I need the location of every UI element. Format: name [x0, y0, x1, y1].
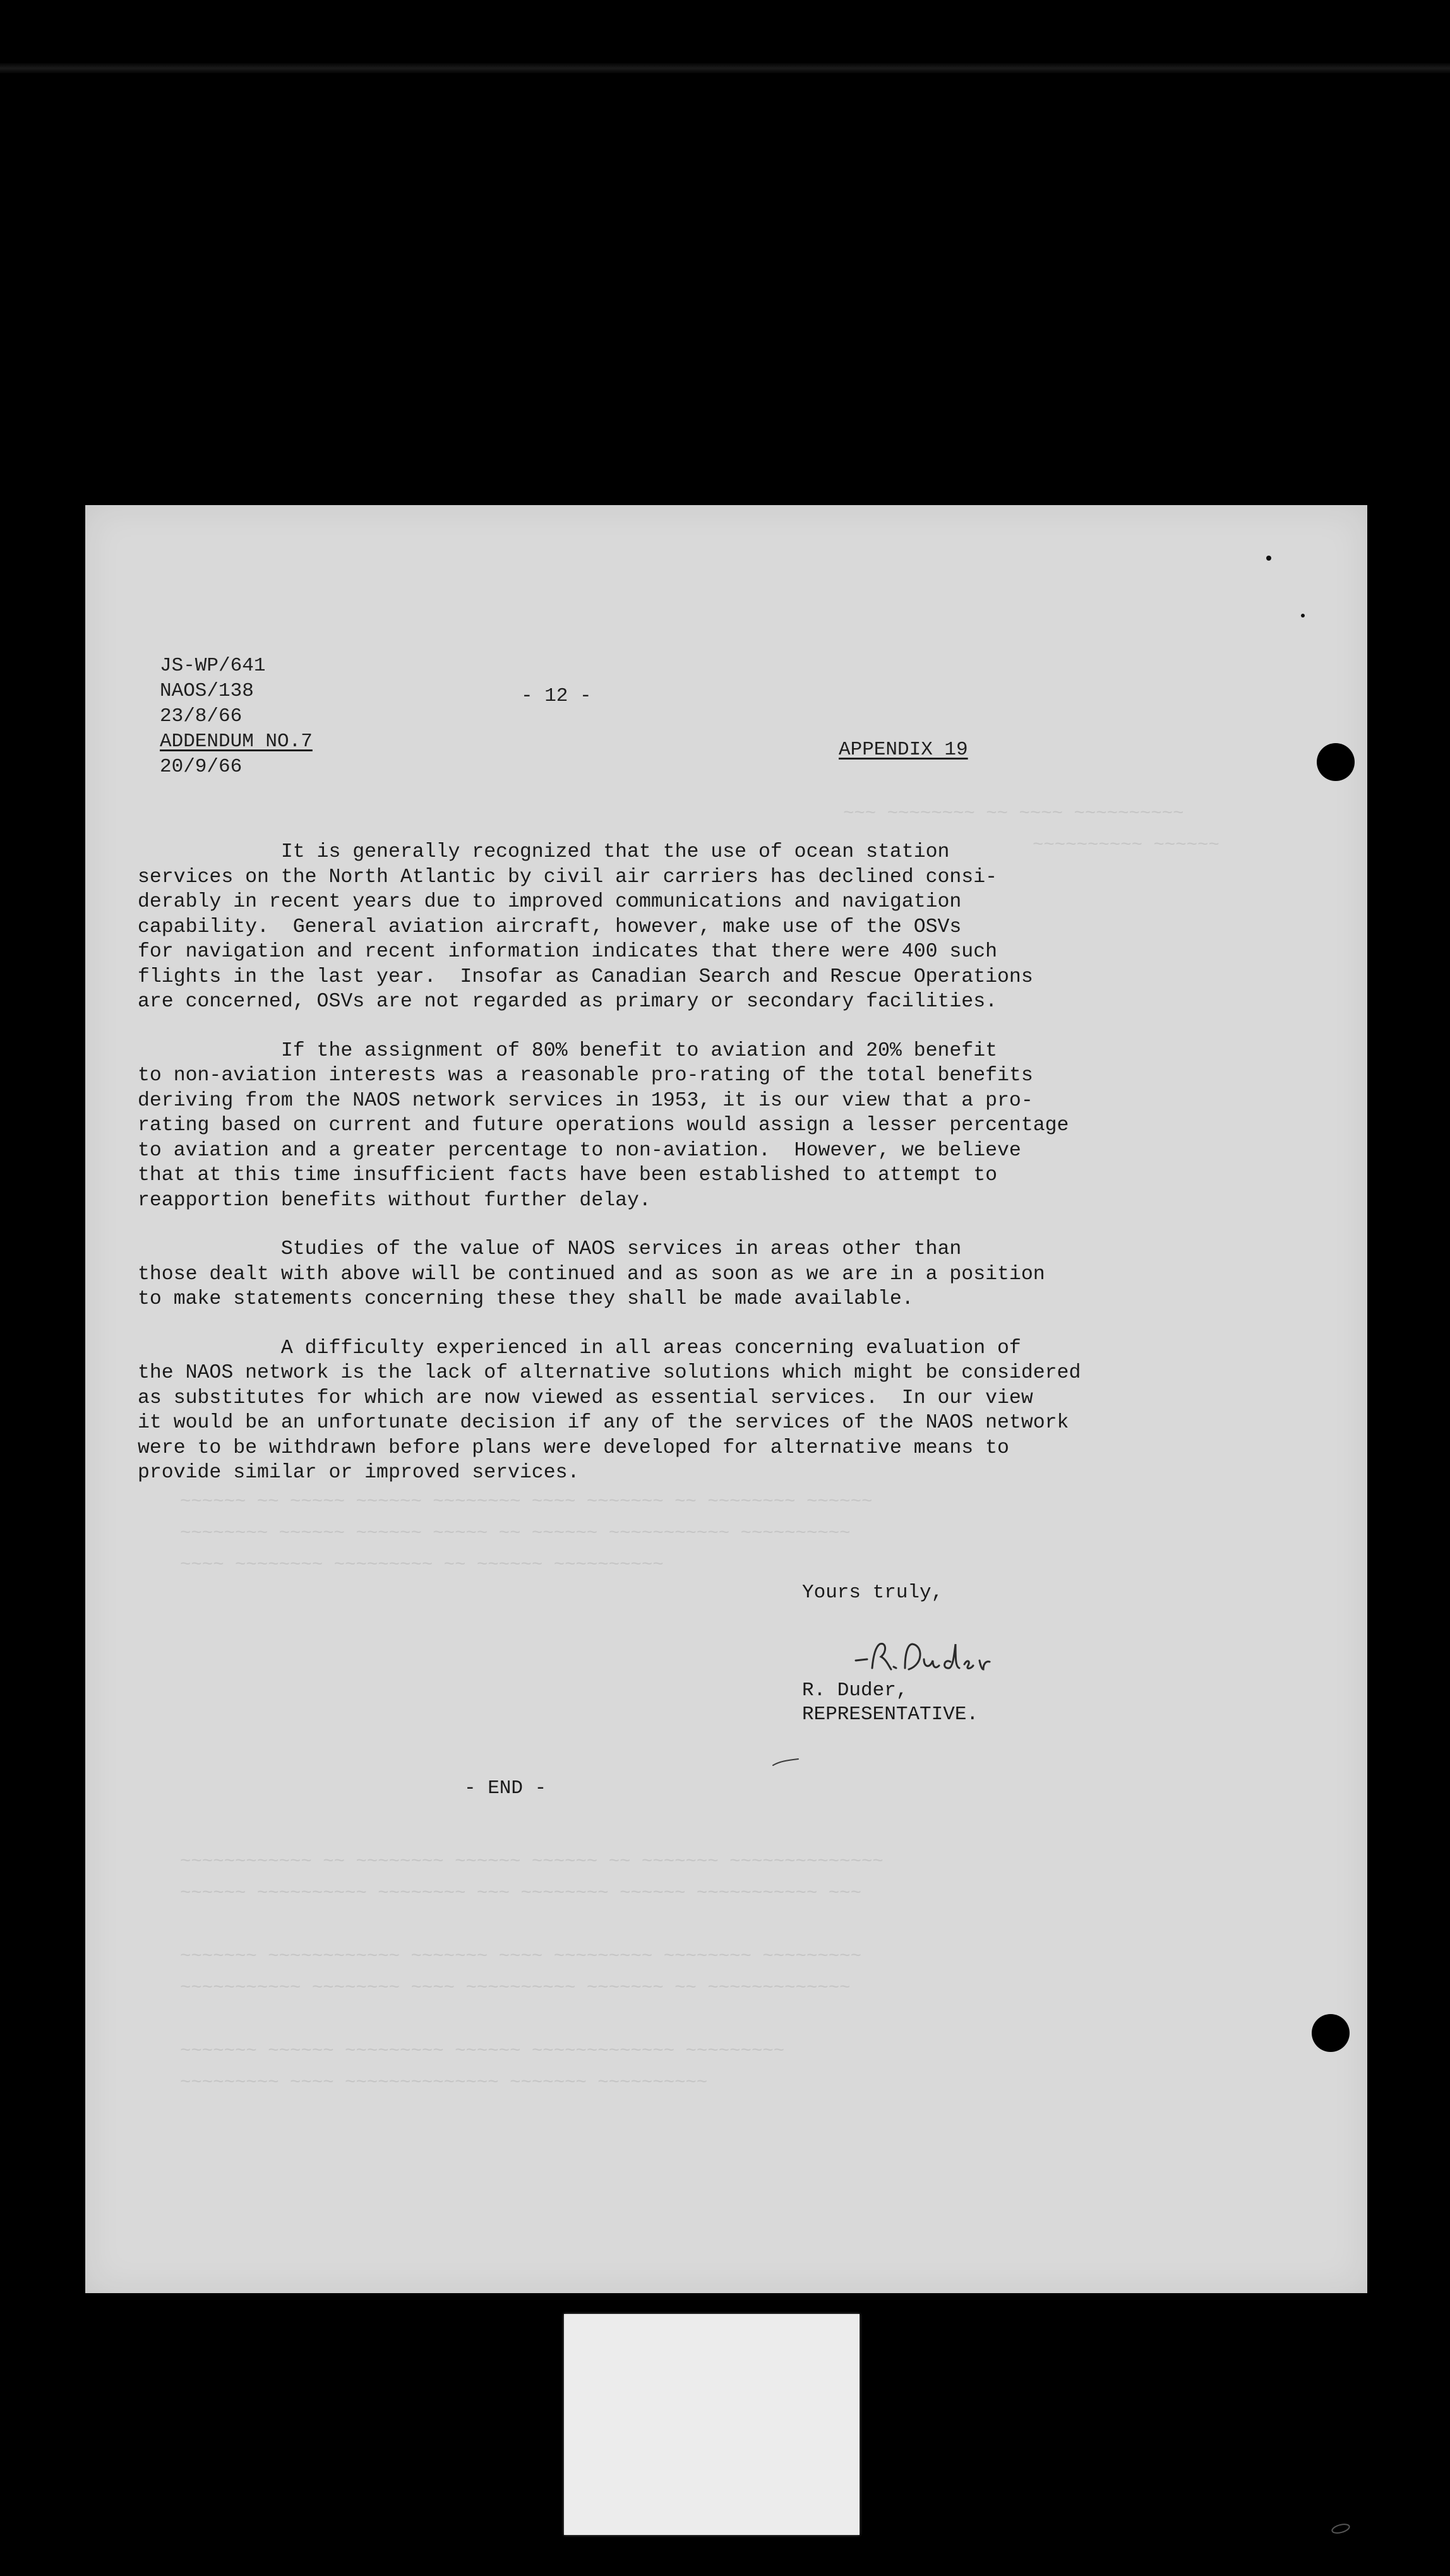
appendix-label: APPENDIX 19: [839, 739, 968, 761]
document-page: [85, 505, 1367, 2293]
text-line: Studies of the value of NAOS services in areas other than: [138, 1238, 962, 1260]
text-line: were to be withdrawn before plans were developed for alternative means to: [138, 1436, 1009, 1459]
film-scratch-mark: [1329, 2522, 1352, 2535]
text-line: If the assignment of 80% benefit to aviation and 20% benefit: [138, 1039, 998, 1062]
bleed-through-texture: ~~~~~~~~~~~ ~~~~~~~~ ~~~~ ~~~~~~~~~~ ~~~~~~~ ~~ ~~~~~~~~~~~~~: [180, 1977, 851, 1998]
text-line: those dealt with above will be continued and as soon as we are in a position: [138, 1263, 1045, 1285]
text-line: it would be an unfortunate decision if any of the services of the NAOS network: [138, 1412, 1069, 1434]
paper-speck: [1301, 614, 1305, 617]
bleed-through-texture: ~~~~~~~~~~ ~~~~~~: [1033, 835, 1219, 856]
text-line: as substitutes for which are now viewed as essential services. In our view: [138, 1386, 1033, 1409]
handwritten-signature: [849, 1635, 995, 1679]
text-line: are concerned, OSVs are not regarded as primary or secondary facilities.: [138, 991, 998, 1013]
bleed-through-texture: ~~~~~~~~~~~~ ~~ ~~~~~~~~ ~~~~~~ ~~~~~~ ~~ ~~~~~~~ ~~~~~~~~~~~~~~: [180, 1851, 884, 1872]
bleed-through-texture: ~~~~~~~ ~~~~~~~~~~~~ ~~~~~~~ ~~~~ ~~~~~~~~~ ~~~~~~~~ ~~~~~~~~~: [180, 1946, 861, 1967]
addendum-date: 20/9/66: [160, 756, 243, 778]
end-marker: - END -: [464, 1777, 547, 1799]
text-line: for navigation and recent information indicates that there were 400 such: [138, 941, 998, 963]
paragraph: [138, 1237, 1243, 1312]
text-line: to make statements concerning these they shall be made available.: [138, 1288, 914, 1310]
ink-mark: [770, 1755, 802, 1768]
text-line: reapportion benefits without further delay.: [138, 1189, 651, 1212]
bleed-through-texture: ~~~~~~ ~~~~~~~~~~ ~~~~~~~~ ~~~ ~~~~~~~~ ~~~~~~ ~~~~~~~~~~~ ~~~: [180, 1883, 861, 1904]
reference-code: JS-WP/641: [160, 655, 266, 677]
text-line: A difficulty experienced in all areas concerning evaluation of: [138, 1337, 1021, 1359]
reference-date: 23/8/66: [160, 705, 243, 727]
text-line: flights in the last year. Insofar as Canadian Search and Rescue Operations: [138, 965, 1033, 988]
text-line: to aviation and a greater percentage to non-aviation. However, we believe: [138, 1139, 1021, 1162]
paragraph: [138, 1336, 1243, 1486]
bleed-through-texture: ~~~~ ~~~~~~~~ ~~~~~~~~~ ~~ ~~~~~~ ~~~~~~~~~~: [180, 1554, 664, 1575]
text-line: the NAOS network is the lack of alternative solutions which might be considered: [138, 1362, 1081, 1384]
bleed-through-texture: ~~~~~~ ~~ ~~~~~ ~~~~~~ ~~~~~~~~ ~~~~ ~~~~~~~ ~~ ~~~~~~~~ ~~~~~~: [180, 1491, 873, 1512]
bleed-through-texture: ~~~ ~~~~~~~~ ~~ ~~~~ ~~~~~~~~~~: [843, 803, 1184, 824]
text-line: provide similar or improved services.: [138, 1462, 580, 1484]
text-line: rating based on current and future operations would assign a lesser percentage: [138, 1114, 1069, 1136]
punch-hole-bottom: [1312, 2014, 1350, 2052]
signer-title: REPRESENTATIVE.: [802, 1703, 979, 1726]
film-target-card: [564, 2314, 860, 2535]
paragraph: [138, 1039, 1243, 1213]
paper-speck: [1266, 556, 1271, 561]
addendum-label: ADDENDUM NO.7: [160, 730, 313, 753]
document-reference-block: [160, 653, 313, 780]
text-line: deriving from the NAOS network services in 1953, it is our view that a pro-: [138, 1089, 1033, 1112]
text-line: services on the North Atlantic by civil air carriers has declined consi-: [138, 866, 998, 888]
text-line: derably in recent years due to improved communications and navigation: [138, 891, 962, 913]
closing-salutation: Yours truly,: [802, 1582, 944, 1604]
text-line: to non-aviation interests was a reasonable pro-rating of the total benefits: [138, 1064, 1033, 1087]
paragraph: [138, 840, 1243, 1015]
letter-body: [138, 840, 1243, 1510]
bleed-through-texture: ~~~~~~~~ ~~~~~~ ~~~~~~ ~~~~~ ~~ ~~~~~~ ~~~~~~~~~~~ ~~~~~~~~~~: [180, 1523, 851, 1544]
reference-series: NAOS/138: [160, 680, 254, 702]
punch-hole-top: [1317, 743, 1355, 781]
text-line: It is generally recognized that the use of ocean station: [138, 841, 950, 863]
page-number: - 12 -: [521, 685, 592, 707]
film-edge-strip: [0, 63, 1450, 73]
signer-name: R. Duder,: [802, 1679, 908, 1702]
bleed-through-texture: ~~~~~~~ ~~~~~~ ~~~~~~~~~ ~~~~~~ ~~~~~~~~~~~~~ ~~~~~~~~~: [180, 2041, 785, 2061]
text-line: that at this time insufficient facts have been established to attempt to: [138, 1164, 998, 1186]
text-line: capability. General aviation aircraft, however, make use of the OSVs: [138, 915, 962, 938]
bleed-through-texture: ~~~~~~~~~ ~~~~ ~~~~~~~~~~~~~~ ~~~~~~~ ~~~~~~~~~~: [180, 2072, 708, 2093]
